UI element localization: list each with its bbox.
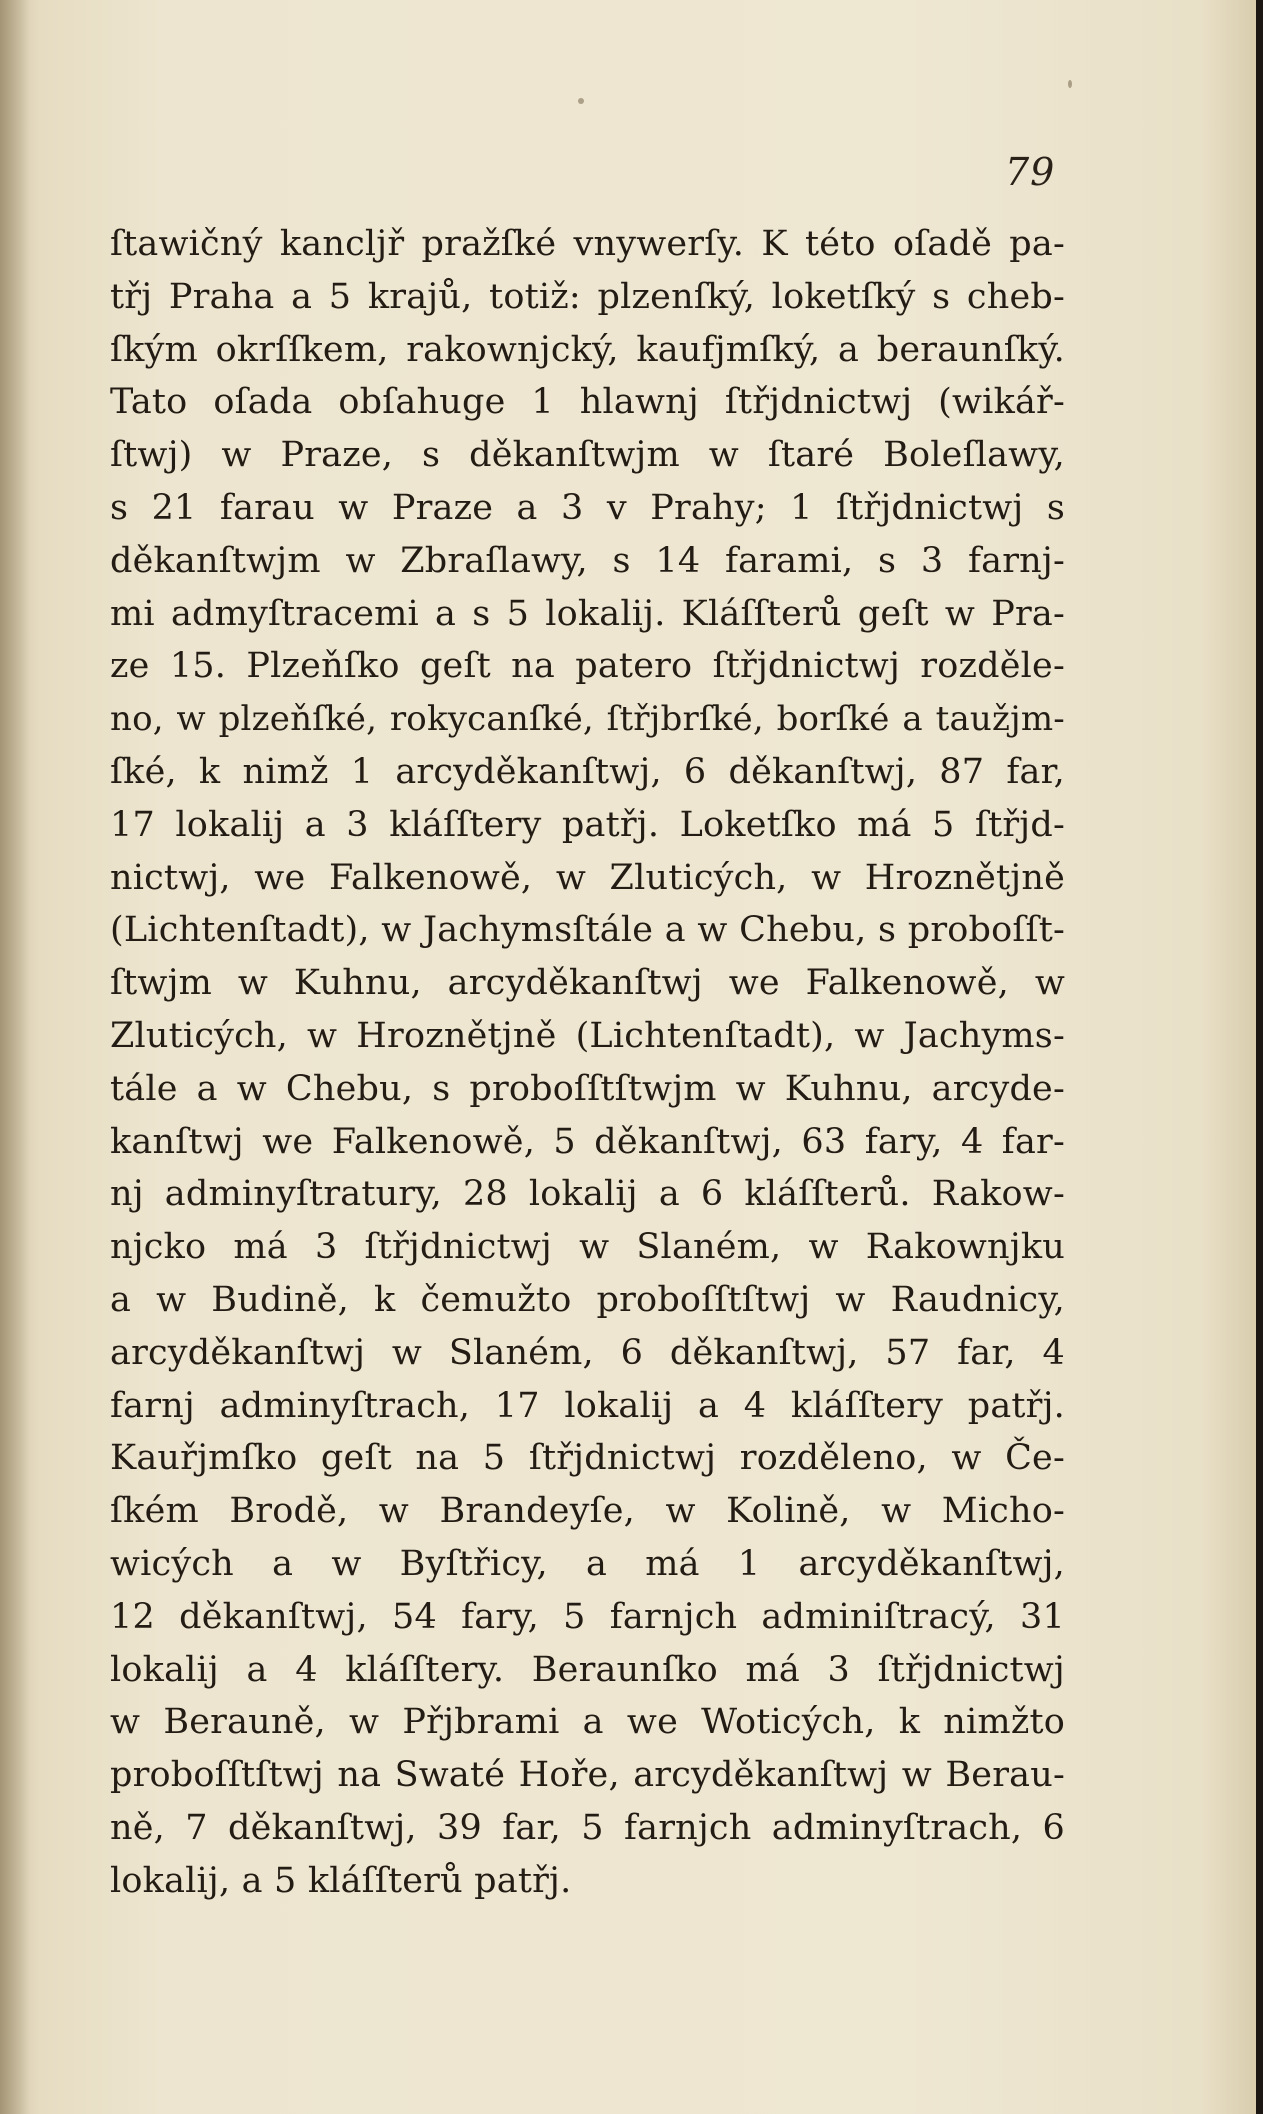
text-line: s 21 farau w Praze a 3 v Prahy; 1 ſtřjdnictwj s (110, 487, 1065, 528)
ink-speck (1068, 80, 1072, 88)
text-line: a w Budině, k čemužto proboſſtſtwj w Raudnicy, (110, 1279, 1065, 1320)
text-line: mi admyſtracemi a s 5 lokalij. Kláſſterů geſt w Pra- (110, 593, 1065, 634)
text-line: ſtwj) w Praze, s děkanſtwjm w ſtaré Boleſlawy, (110, 435, 1065, 476)
text-line: lokalij, a 5 kláſſterů patřj. (110, 1860, 572, 1901)
text-line: lokalij a 4 kláſſtery. Beraunſko má 3 ſtřjdnictwj (110, 1649, 1065, 1690)
text-line: wicých a w Byſtřicy, a má 1 arcyděkanſtwj, (110, 1543, 1065, 1584)
text-line: Tato oſada obſahuge 1 hlawnj ſtřjdnictwj (wikář- (110, 382, 1065, 423)
text-line: Zluticých, w Hroznětjně (Lichtenſtadt), w Jachyms- (110, 1015, 1065, 1056)
text-line: ſkým okrſſkem, rakownjcký, kaufjmſký, a beraunſký. (110, 329, 1065, 370)
text-line: ně, 7 děkanſtwj, 39 far, 5 farnjch adminyſtrach, 6 (110, 1807, 1065, 1848)
text-line: nictwj, we Falkenowě, w Zluticých, w Hroznětjně (110, 857, 1065, 898)
text-line: ſkém Brodě, w Brandeyſe, w Kolině, w Micho- (110, 1491, 1065, 1532)
text-line: ſtawičný kancljř pražſké vnywerſy. K této oſadě pa- (110, 224, 1065, 264)
text-line: ze 15. Plzeňſko geſt na patero ſtřjdnictwj rozděle- (110, 646, 1065, 687)
text-line: njcko má 3 ſtřjdnictwj w Slaném, w Rakownjku (110, 1227, 1065, 1268)
text-line: 17 lokalij a 3 kláſſtery patřj. Loketſko má 5 ſtřjd- (110, 804, 1065, 845)
text-line: děkanſtwjm w Zbraſlawy, s 14 farami, s 3 farnj- (110, 540, 1065, 581)
text-line: 12 děkanſtwj, 54 fary, 5 farnjch adminiſtracý, 31 (110, 1596, 1065, 1637)
text-line: farnj adminyſtrach, 17 lokalij a 4 kláſſtery patřj. (110, 1385, 1065, 1426)
text-line: třj Praha a 5 krajů, totiž: plzenſký, loketſký s cheb- (110, 276, 1065, 317)
text-line: tále a w Chebu, s proboſſtſtwjm w Kuhnu, arcyde- (110, 1068, 1065, 1109)
text-line: ſtwjm w Kuhnu, arcyděkanſtwj we Falkenowě, w (110, 963, 1065, 1004)
text-line: kanſtwj we Falkenowě, 5 děkanſtwj, 63 fary, 4 far- (110, 1121, 1065, 1162)
page-number: 79 (1005, 150, 1056, 194)
gutter-shadow (0, 0, 30, 2114)
text-line: (Lichtenſtadt), w Jachymsſtále a w Chebu, s proboſſt- (110, 910, 1065, 951)
text-line: arcyděkanſtwj w Slaném, 6 děkanſtwj, 57 far, 4 (110, 1332, 1065, 1373)
text-line: w Berauně, w Přjbrami a we Woticých, k nimžto (110, 1702, 1065, 1743)
text-line: nj adminyſtratury, 28 lokalij a 6 kláſſterů. Rakow- (110, 1174, 1065, 1215)
text-line: no, w plzeňſké, rokycanſké, ſtřjbrſké, borſké a taužjm- (110, 699, 1065, 740)
text-line: proboſſtſtwj na Swaté Hoře, arcyděkanſtwj w Berau- (110, 1755, 1065, 1796)
ink-speck (578, 98, 584, 104)
text-line: ſké, k nimž 1 arcyděkanſtwj, 6 děkanſtwj, 87 far, (110, 751, 1065, 792)
body-text (110, 218, 1065, 1908)
text-line: Kauřjmſko geſt na 5 ſtřjdnictwj rozděleno, w Če- (110, 1438, 1065, 1479)
